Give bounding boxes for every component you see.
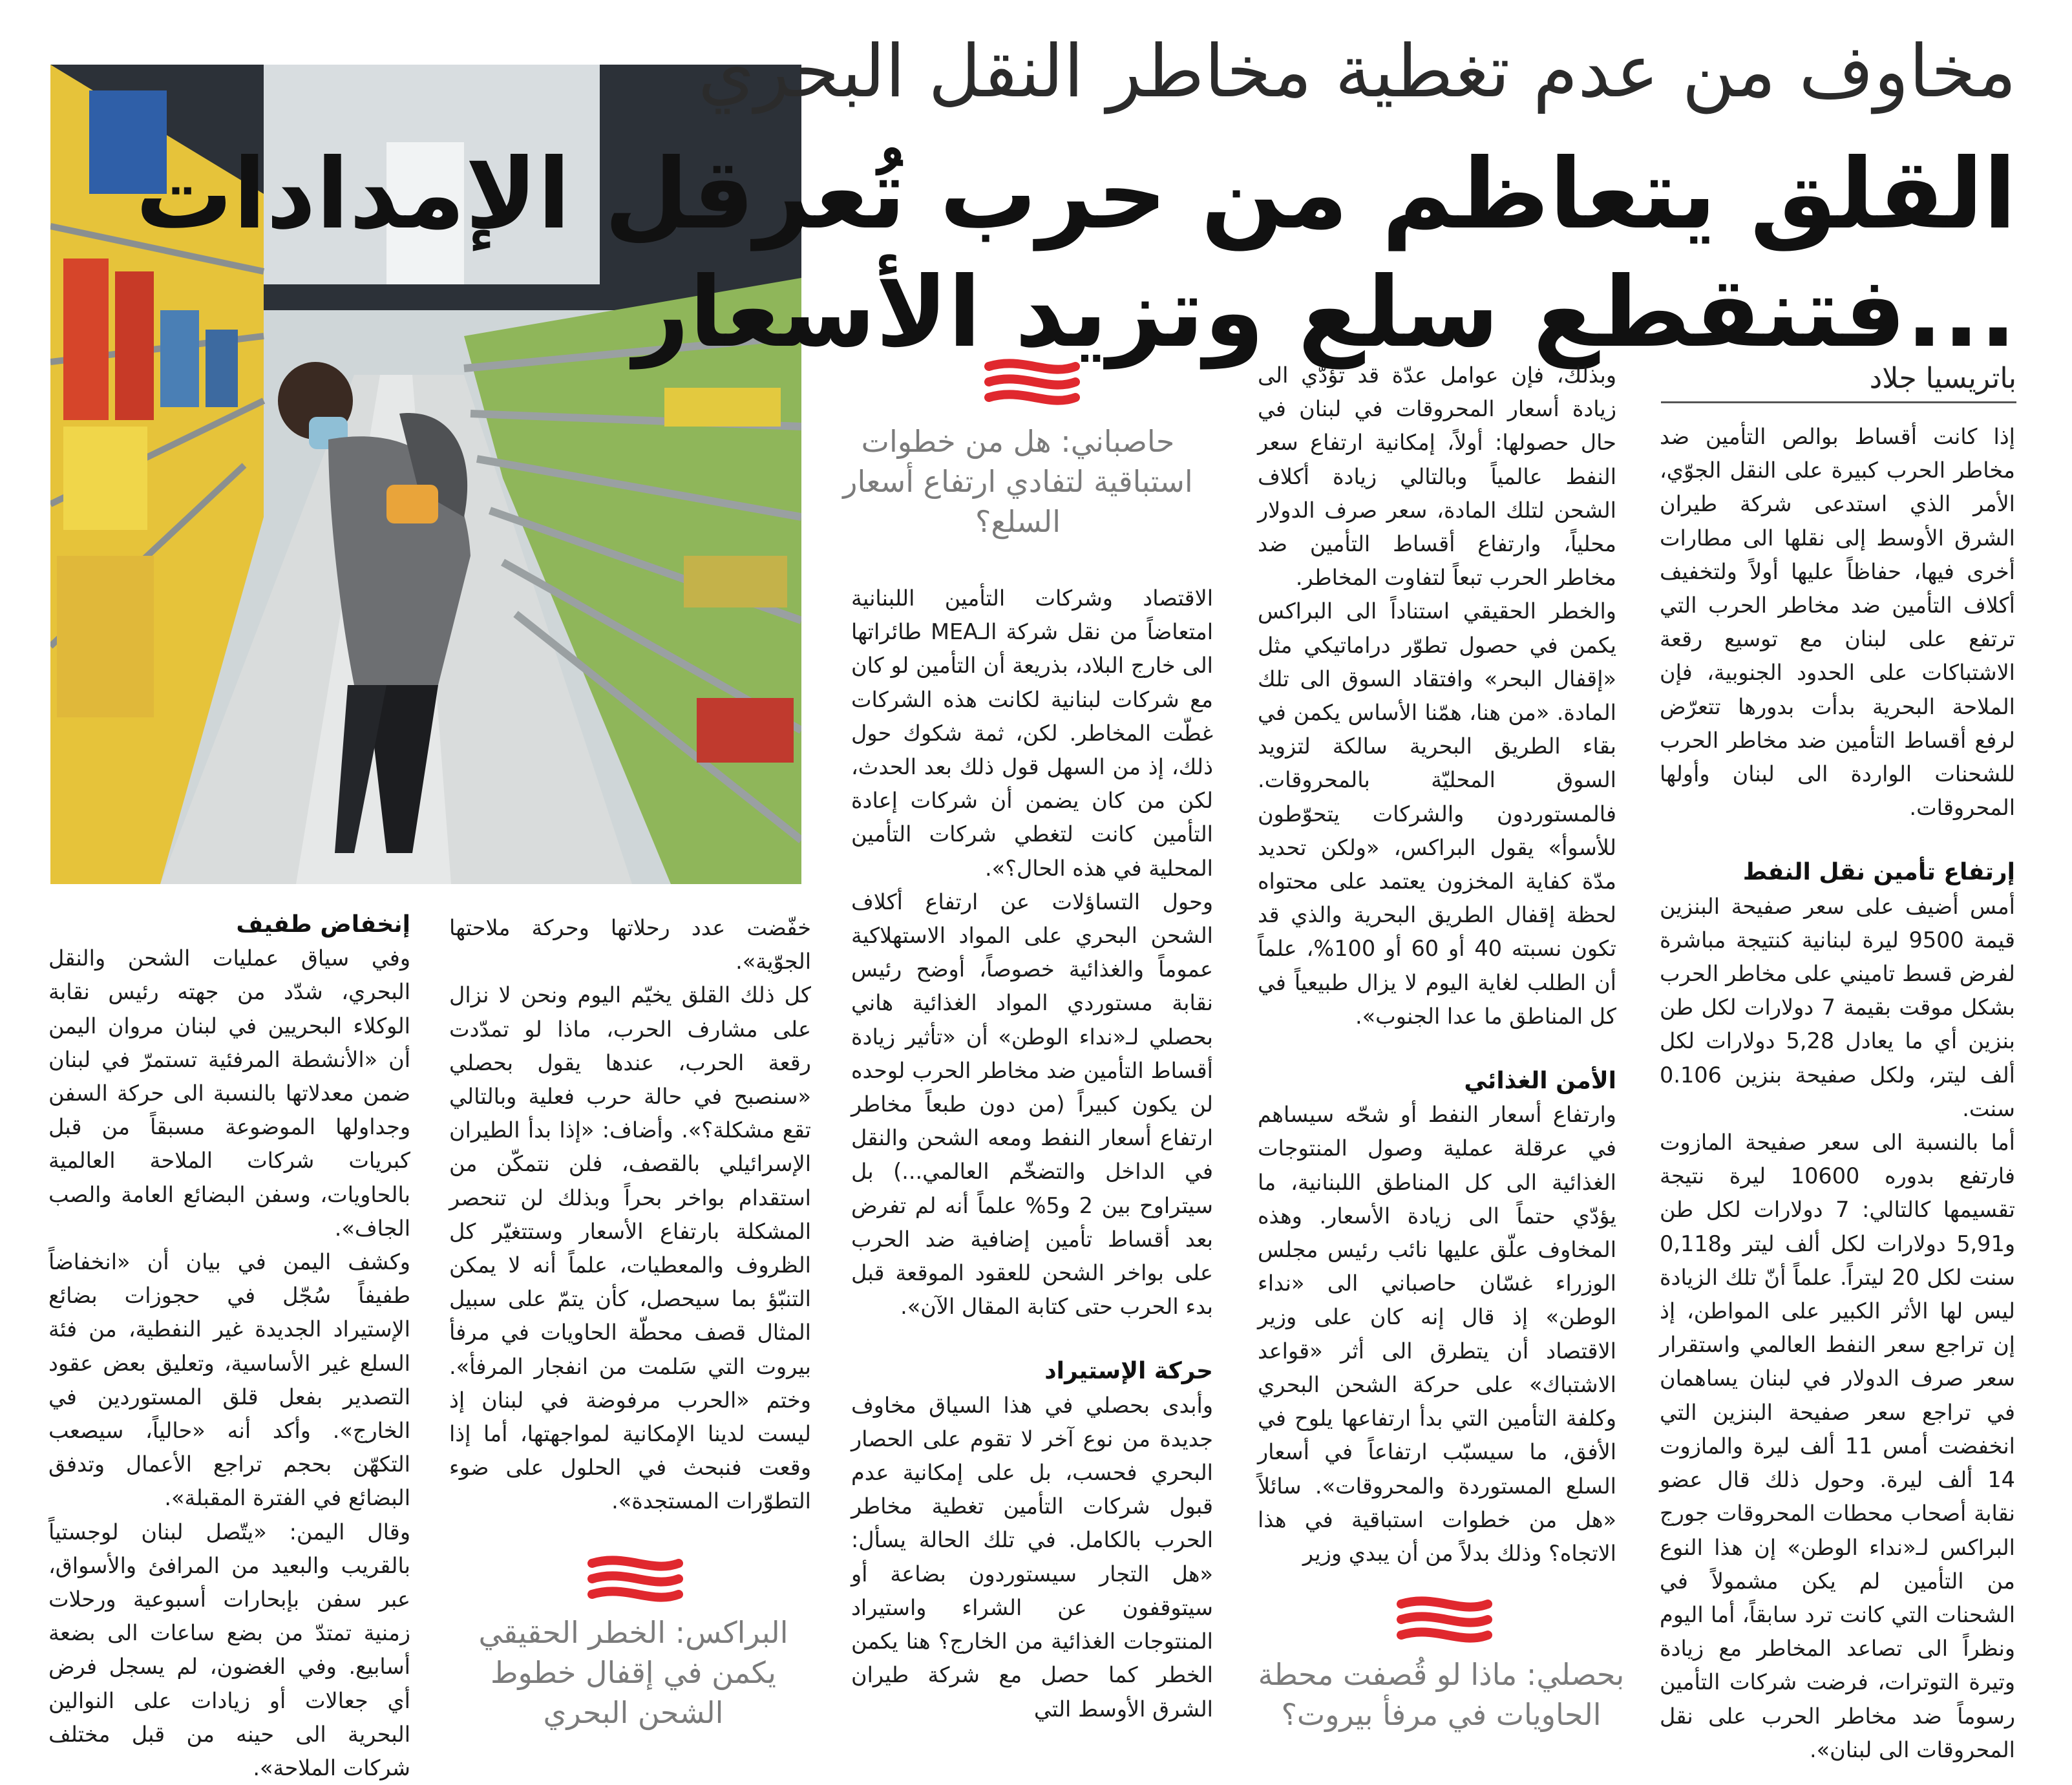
- byline: باتريسيا جلاد: [1661, 362, 2016, 403]
- pull-quote: حاصباني: هل من خطوات استباقية لتفادي ارتفاع أسعار السلع؟: [843, 424, 1193, 539]
- paragraph: وارتفاع أسعار النفط أو شحّه سيساهم في عرقلة عملية وصول المنتوجات الغذائية الى كل المناطق اللبنانية، ما يؤدّي حتماً الى زيادة الأسعار. وهذه المخاوف علّق عليها نائب رئيس مجلس الوزراء غسّان حاصباني الى «نداء الوطن» إذ قال إنه كان على وزير الاقتصاد أن يتطرق الى أثر «قواعد الاشتباك» على حركة الشحن البحري وكلفة التأمين التي بدأ ارتفاعها يلوح في الأفق، ما سيسبّب ارتفاعاً في أسعار السلع المستوردة والمحروقات». سائلاً «هل من خطوات استباقية في هذا الاتجاه؟ وذلك بدلاً من أن يبدي وزير: [1258, 1102, 1616, 1566]
- article-column-1: [1660, 420, 2015, 1767]
- headline-line-2: ...فتنقطع سلع وتزيد الأسعار: [633, 257, 2016, 369]
- paragraph: أمس أضيف على سعر صفيحة البنزين قيمة 9500 ليرة لبنانية كنتيجة مباشرة لفرض قسط تاميني على مخاطر الحرب بشكل موقت بقيمة 7 دولارات لكل طن بنزين أي ما يعادل 5,28 دولارات لكل ألف ليتر، ولكل صفيحة بنزين 0.106 سنت.: [1660, 893, 2015, 1121]
- article-column-4: [449, 911, 811, 1519]
- paragraph: وكشف اليمن في بيان أن «انخفاضاً طفيفاً سُجّل في حجوزات بضائع الإستيراد الجديدة غير النفطية، من فئة السلع غير الأساسية، وتعليق بعض عقود التصدير بفعل قلق المستوردين في الخارج». وأكد أنه «حالياً، سيصعب التكهّن بحجم تراجع الأعمال وتدفق البضائع في الفترة المقبلة».: [48, 1249, 410, 1511]
- subheading: إرتفاع تأمين نقل النفط: [1742, 859, 2015, 886]
- paragraph: كل ذلك القلق يخيّم اليوم ونحن لا نزال على مشارف الحرب، ماذا لو تمدّدت رقعة الحرب، عندها يقول بحصلي «سنصبح في حالة حرب فعلية وبالتالي تقع مشكلة؟». وأضاف: «إذا بدأ الطيران الإسرائيلي بالقصف، فلن نتمكّن من استقدام بواخر بحراً وبذلك لن تنحصر المشكلة بارتفاع الأسعار وستتغيّر كل الظروف والمعطيات، علماً أنه لا يمكن التنبّؤ بما سيحصل، كأن يتمّ على سبيل المثال قصف محطّة الحاويات في مرفأ بيروت التي سَلمت من انفجار المرفأ». وختم «الحرب مرفوضة في لبنان إذ ليست لدينا الإمكانية لمواجهتها، أما إذا وقعت فنبحث في الحلول على ضوء التطوّرات المستجدة».: [449, 982, 811, 1514]
- paragraph: وبذلك، فإن عوامل عدّة قد تؤدّي الى زيادة أسعار المحروقات في لبنان في حال حصولها: أولاً، إمكانية ارتفاع سعر النفط عالمياً وبالتالي زيادة أكلاف الشحن لتلك المادة، سعر صرف الدولار محلياً، وارتفاع أقساط التأمين ضد مخاطر الحرب تبعاً لتفاوت المخاطر.: [1258, 363, 1616, 591]
- pull-quote: بحصلي: ماذا لو قُصفت محطة الحاويات في مرفأ بيروت؟: [1258, 1657, 1625, 1732]
- paragraph: والخطر الحقيقي استناداً الى البراكس يكمن في حصول تطوّر دراماتيكي مثل «إقفال البحر» وافتقاد السوق الى تلك المادة. «من هنا، همّنا الأساس يكمن في بقاء الطريق البحرية سالكة لتزويد السوق المحليّة بالمحروقات. فالمستوردون والشركات يتحوّطون للأسوأ» يقول البراكس، «ولكن تحديد مدّة كفاية المخزون يعتمد على محتواه لحظة إقفال الطريق البحرية والذي قد تكون نسبته 40 أو 60 أو 100%، علماً أن الطلب لغاية اليوم لا يزال طبيعياً في كل المناطق ما عدا الجنوب».: [1258, 598, 1616, 1029]
- article-column-2: [1258, 359, 1616, 1570]
- publication-logo-mark: [1396, 1595, 1493, 1643]
- paragraph: وقال اليمن: «يتّصل لبنان لوجستياً بالقريب والبعيد من المرافئ والأسواق، عبر سفن بإبحارات أسبوعية ورحلات زمنية تمتدّ من بضع ساعات الى بضعة أسابيع. وفي الغضون، لم يسجل فرض أي جعالات أو زيادات على النوالين البحرية الى حينه من قبل مختلف شركات الملاحة».: [48, 1519, 410, 1781]
- paragraph: وحول التساؤلات عن ارتفاع أكلاف الشحن البحري على المواد الاستهلاكية عموماً والغذائية خصوصاً، أوضح رئيس نقابة مستوردي المواد الغذائية هاني بحصلي لـ«نداء الوطن» أن «تأثير زيادة أقساط التأمين ضد مخاطر الحرب لوحده لن يكون كبيراً (من دون طبعاً مخاطر ارتفاع أسعار النفط ومعه الشحن والنقل في الداخل والتضخّم العالمي...) بل سيتراوح بين 2 و5% علماً أنه لم تفرض بعد أقساط تأمين إضافية ضد الحرب على بواخر الشحن للعقود الموقعة قبل بدء الحرب حتى كتابة المقال الآن».: [851, 889, 1213, 1320]
- publication-logo-mark: [587, 1554, 684, 1602]
- paragraph: الاقتصاد وشركات التأمين اللبنانية امتعاضاً من نقل شركة الـMEA طائراتها الى خارج البلاد، بذريعة أن التأمين لو كان مع شركات لبنانية لكانت هذه الشركات غطّت المخاطر. لكن، ثمة شكوك حول ذلك، إذ من السهل قول ذلك بعد الحدث، لكن من كان يضمن أن شركات إعادة التأمين كانت لتغطي شركات التأمين المحلية في هذه الحال؟».: [851, 586, 1214, 881]
- article-column-3: [851, 582, 1213, 1726]
- subheading: إنخفاض طفيف: [236, 911, 410, 938]
- paragraph: وأبدى بحصلي في هذا السياق مخاوف جديدة من نوع آخر لا تقوم على الحصار البحري فحسب، بل على إمكانية عدم قبول شركات التأمين تغطية مخاطر الحرب بالكامل. في تلك الحالة يسأل: «هل التجار سيستوردون بضاعة أو سيتوقفون عن الشراء واستيراد المنتوجات الغذائية من الخارج؟ هنا يكمن الخطر كما حصل مع شركة طيران الشرق الأوسط التي: [851, 1392, 1213, 1722]
- paragraph: أما بالنسبة الى سعر صفيحة المازوت فارتفع بدوره 10600 ليرة نتيجة تقسيمها كالتالي: 7 دولارات لكل طن و5,91 دولارات لكل ألف ليتر و0,118 سنت لكل 20 ليتراً. علماً أنّ تلك الزيادة ليس لها الأثر الكبير على المواطن، إذ إن تراجع سعر النفط العالمي واستقرار سعر صرف الدولار في لبنان يساهمان في تراجع سعر صفيحة البنزين التي انخفضت أمس 11 ألف ليرة والمازوت 14 ألف ليرة. وحول ذلك قال عضو نقابة أصحاب محطات المحروقات جورج البراكس لـ«نداء الوطن» إن هذا النوع من التأمين لم يكن مشمولاً في الشحنات التي كانت ترد سابقاً، أما اليوم ونظراً الى تصاعد المخاطر مع زيادة وتيرة التوترات، فرضت شركات التأمين رسوماً ضد مخاطر الحرب على نقل المحروقات الى لبنان».: [1660, 1130, 2016, 1762]
- paragraph: خفّضت عدد رحلاتها وحركة ملاحتها الجوّية».: [449, 915, 811, 975]
- article-kicker: مخاوف من عدم تغطية مخاطر النقل البحري: [697, 30, 2016, 114]
- publication-logo-mark: [984, 357, 1081, 405]
- paragraph: وفي سياق عمليات الشحن والنقل البحري، شدّد من جهته رئيس نقابة الوكلاء البحريين في لبنان مروان اليمن أن «الأنشطة المرفئية تستمرّ في لبنان ضمن معدلاتها بالنسبة الى حركة السفن وجداولها الموضوعة مسبقاً من قبل كبريات شركات الملاحة العالمية بالحاويات، وسفن البضائع العامة والصب الجاف».: [48, 945, 410, 1241]
- subheading: حركة الإستيراد: [1044, 1358, 1213, 1385]
- article-column-5: [48, 908, 410, 1785]
- headline-line-1: القلق يتعاظم من حرب تُعرقل الإمدادات: [135, 138, 2016, 251]
- article-headline: [135, 136, 2016, 372]
- pull-quote: البراكس: الخطر الحقيقي يكمن في إقفال خطوط الشحن البحري: [478, 1615, 788, 1730]
- subheading: الأمن الغذائي: [1464, 1068, 1616, 1095]
- paragraph: إذا كانت أقساط بوالص التأمين ضد مخاطر الحرب كبيرة على النقل الجوّي، الأمر الذي استدعى شركة طيران الشرق الأوسط إلى نقلها الى مطارات أخرى فيها، حفاظاً عليها أولاً ولتخفيف أكلاف التأمين ضد مخاطر الحرب التي ترتفع على لبنان مع توسيع رقعة الاشتباكات على الحدود الجنوبية، فإن الملاحة البحرية بدأت بدورها تتعرّض لرفع أقساط التأمين ضد مخاطر الحرب للشحنات الواردة الى لبنان وأولها المحروقات.: [1660, 424, 2015, 821]
